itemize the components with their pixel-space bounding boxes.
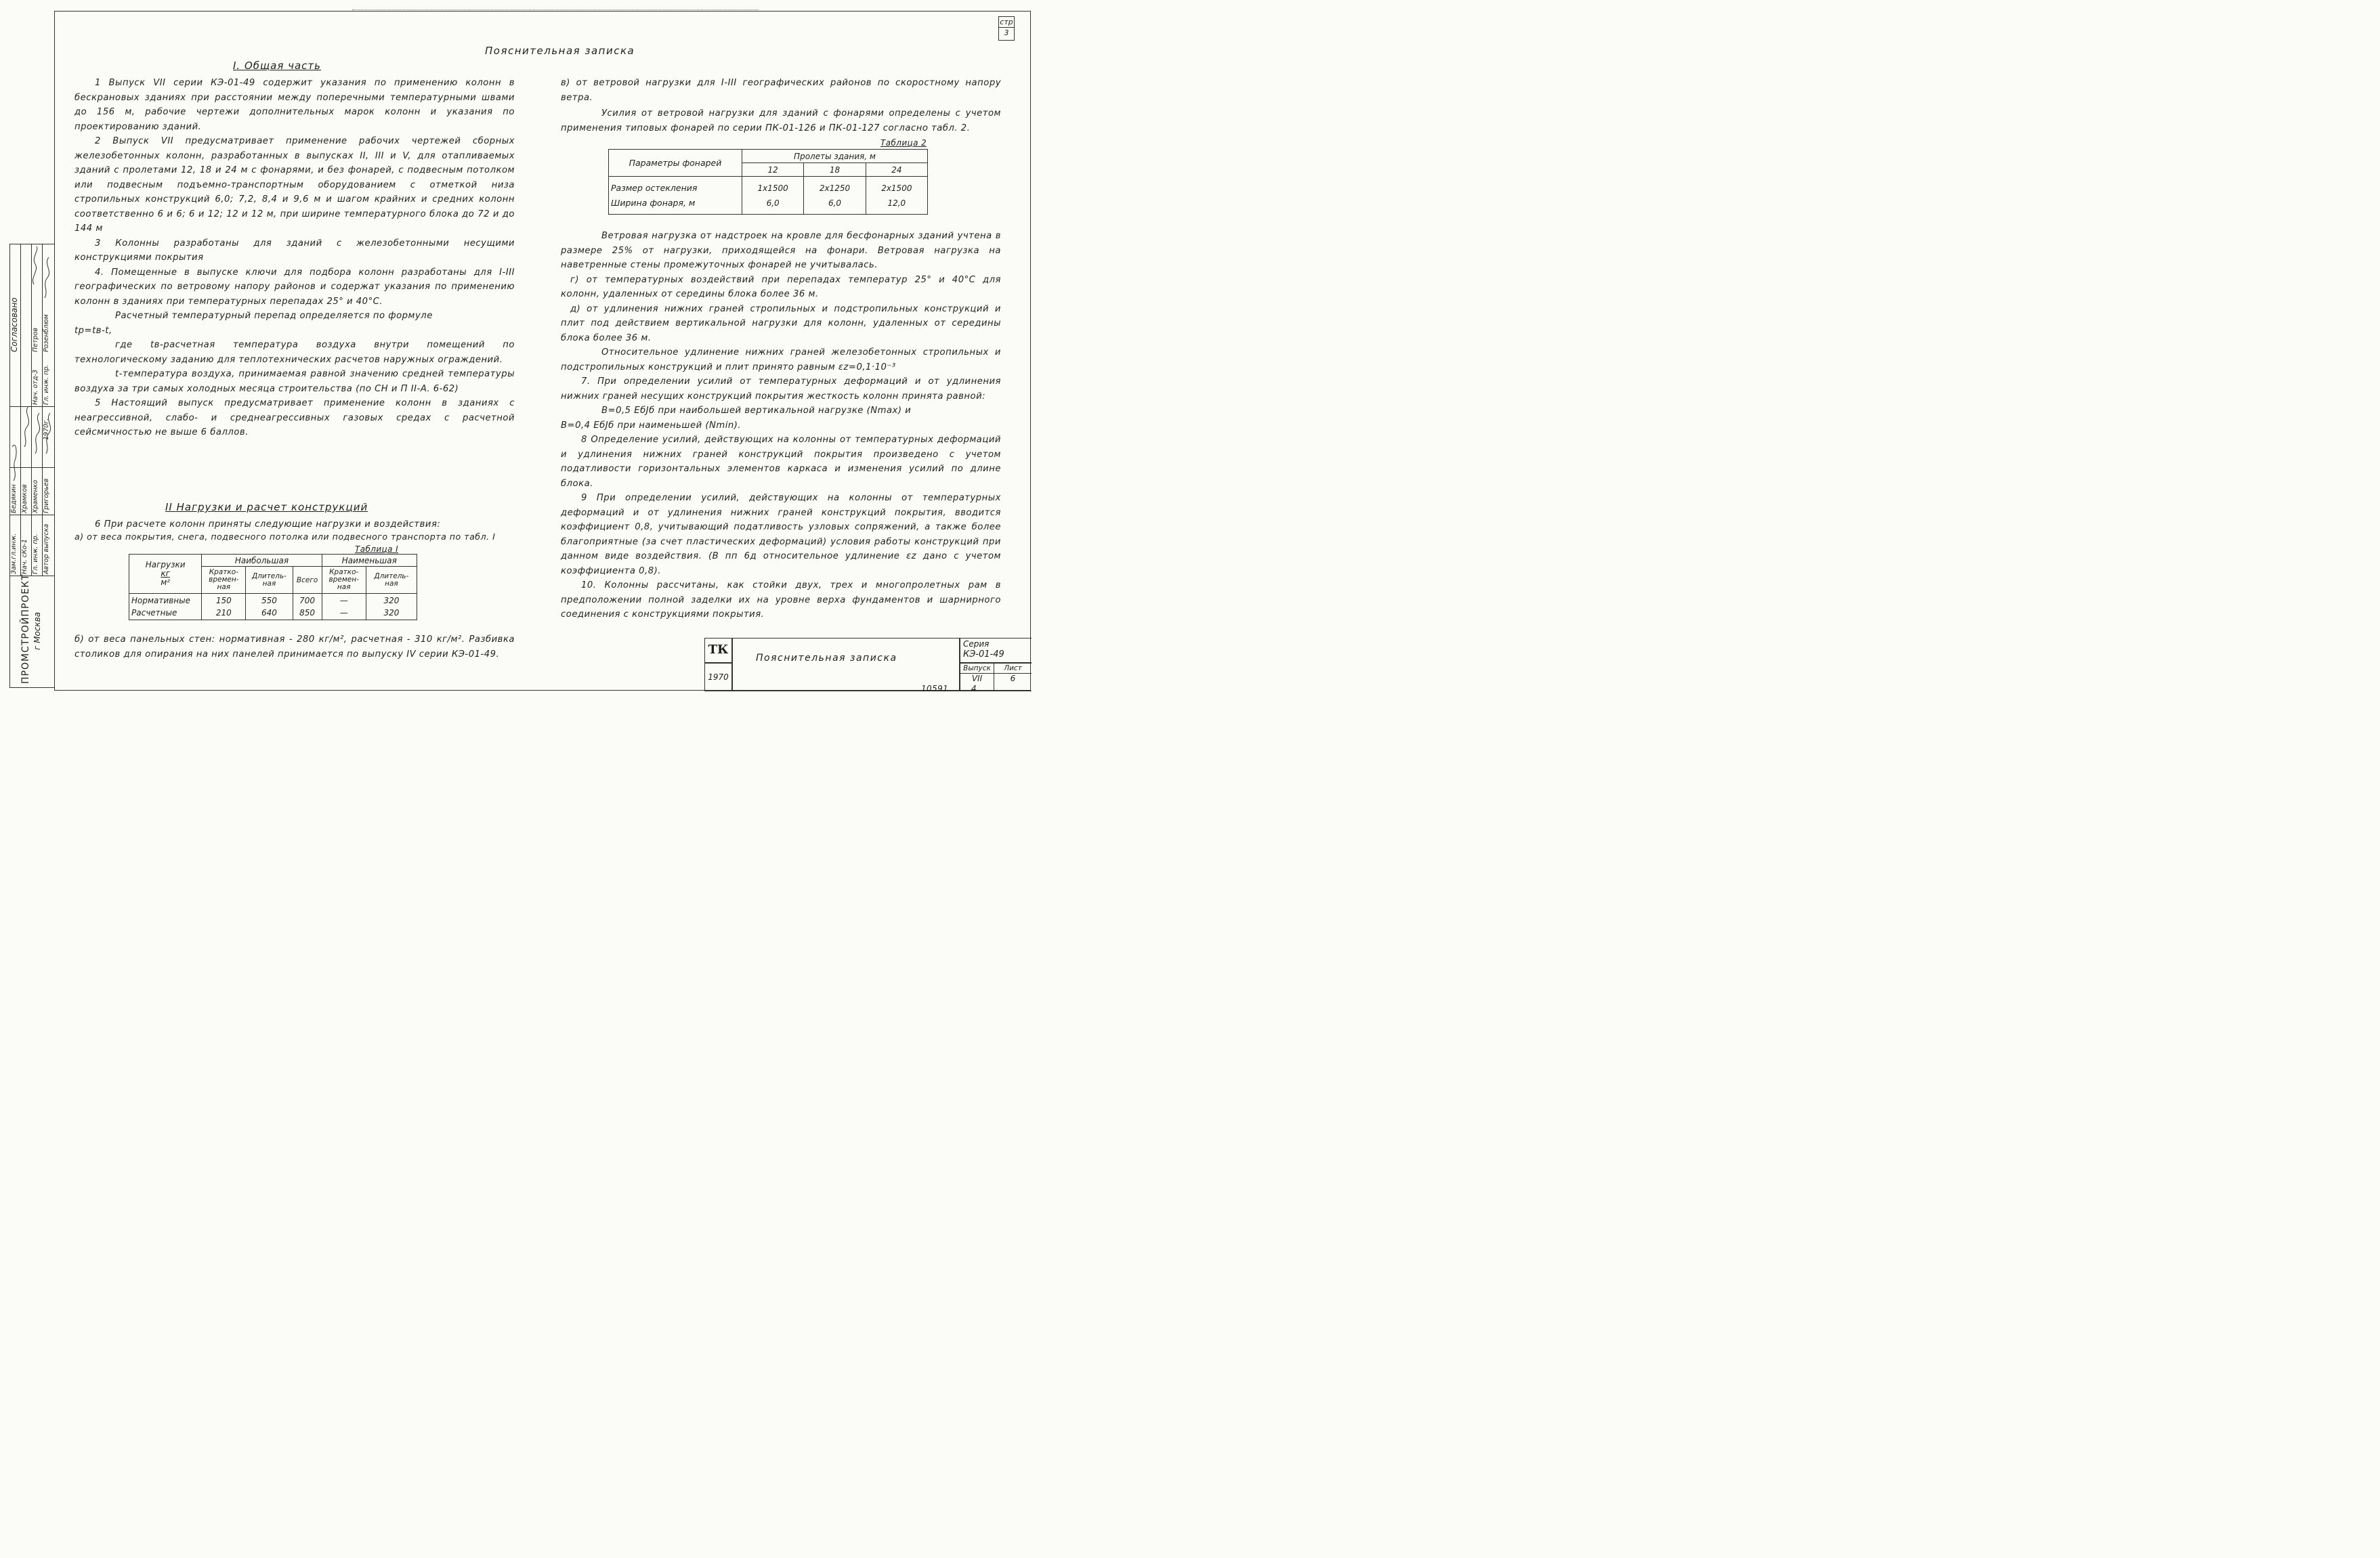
stamp-title: Пояснительная записка: [756, 653, 897, 664]
values-18-cell: [804, 177, 866, 215]
param-names-cell: [609, 177, 742, 215]
signature-1: [12, 445, 16, 481]
paragraph-6v-wind: Усилия от ветровой нагрузки для зданий с фонарями определены с учетом применения типовых фонарей по серии ПК-01-126 и ПК-01-127 согласно табл. 2.: [561, 108, 1001, 133]
values-12-cell: [742, 177, 804, 215]
top-ruler-line: [352, 9, 759, 10]
paragraph-1: 1 Выпуск VII серии КЭ-01-49 содержит указания по применению колонн в бескрановых зданиях при расстоянии между поперечными температурными швами до 156 м, рабочие чертежи дополнительных марок колонн и указания по проектированию зданий.: [75, 78, 515, 132]
signature-4: [24, 406, 29, 447]
paragraph-4: 4. Помещенные в выпуске ключи для подбора колонн разработаны для I-III географических по ветровому напору районов и содержат указания по применению колонн в зданиях при температурных перепадах 25° и 40°С.: [75, 267, 515, 307]
org-city: г Москва: [33, 611, 42, 650]
unit-top: кг: [161, 569, 170, 578]
margin-year: 1970г.: [43, 418, 50, 440]
loads-header-cell: [129, 555, 202, 594]
min-short-term-header: Кратко-времен-ная: [322, 567, 366, 594]
paragraph-6: 6 При расчете колонн приняты следующие нагрузки и воздействия:: [95, 519, 441, 529]
total-values-cell: [293, 594, 322, 620]
skylights-table: [608, 149, 928, 215]
sheet-corner-box: [998, 16, 1015, 41]
signature-6: [46, 413, 51, 454]
sheet-corner-number: 3: [999, 27, 1014, 38]
unit-bottom: м²: [161, 578, 171, 587]
max-header: Наибольшая: [202, 555, 322, 567]
sheet-label: Лист: [994, 664, 1032, 674]
width-18: 6,0: [828, 198, 842, 208]
paragraph-8: 8 Определение усилий, действующих на колонны от температурных деформаций и удлинения нижних граней конструкций покрытия произведено с учетом податливости горизонтальных элементов каркаса и изменения усилий по длине блока.: [561, 435, 1001, 489]
tk-logo: ТК: [708, 643, 729, 657]
role-2: Нач. сКо-1: [21, 539, 28, 574]
series-label: Серия: [963, 639, 990, 649]
paragraph-formula: tр=tв-t,: [75, 325, 112, 336]
value-design-min-long: 320: [383, 608, 400, 618]
name-1: Бедякин: [10, 484, 18, 513]
doc-number: 10591: [921, 684, 949, 693]
role-4: Автор выпуска: [43, 523, 50, 574]
page-title: Пояснительная записка: [485, 45, 635, 57]
sheet-cell: [994, 663, 1032, 691]
name2-1: Петров: [32, 328, 39, 352]
org-name: ПРОМСТРОЙПРОЕКТ: [20, 574, 31, 684]
name-4: Григорьев: [43, 478, 50, 513]
min-header: Наименьшая: [322, 555, 417, 567]
row-width-name: Ширина фонаря, м: [611, 197, 696, 208]
sheet-value: 6: [1010, 674, 1016, 683]
short-values-cell: [202, 594, 246, 620]
paragraph-elongation: Относительное удлинение нижних граней железобетонных стропильных и подстропильных конструкций и плит принято равным εz=0,1·10⁻³: [561, 347, 1001, 372]
spans-header: Пролеты здания, м: [742, 150, 928, 163]
value-design-short: 210: [215, 608, 232, 618]
year-cell: [705, 663, 732, 691]
role2-2: Гл. инж. пр.: [43, 364, 50, 405]
paragraph-5: 5 Настоящий выпуск предусматривает применение колонн в зданиях с неагрессивной, слабо- и среднеагрессивных газовых средах с расчетной сейсмичностью не выше 6 баллов.: [75, 398, 515, 437]
section-heading-loads: II Нагрузки и расчет конструкций: [165, 501, 368, 513]
long-term-header: Длитель-ная: [246, 567, 293, 594]
paragraph-3: 3 Колонны разработаны для зданий с железобетонными несущими конструкциями покрытия: [75, 238, 515, 263]
row-names-cell: [129, 594, 202, 620]
signature-5: [35, 413, 40, 454]
value-normative-long: 550: [261, 596, 277, 605]
name2-2: Розенблюм: [43, 314, 50, 352]
row-normative-name: Нормативные: [131, 596, 190, 605]
value-normative-min-long: 320: [383, 596, 400, 605]
span-18: 18: [804, 163, 866, 177]
loads-table: [129, 554, 417, 620]
sheet-corner-label: стр: [1000, 18, 1013, 26]
value-design-min-short: —: [339, 608, 348, 618]
row-design-name: Расчетные: [131, 608, 177, 618]
paragraph-6g: г) от температурных воздействий при перепадах температур 25° и 40°С для колонн, удаленных от середины блока более 36 м.: [561, 274, 1001, 299]
paragraph-6a: а) от веса покрытия, снега, подвесного потолка или подвесного транспорта по табл. I: [75, 532, 496, 542]
stamp-year: 1970: [708, 672, 729, 682]
title-block: [704, 638, 1032, 691]
role-1: Зам.гл.инж.: [10, 533, 18, 574]
total-header: Всего: [293, 567, 322, 594]
paragraph-6b: б) от веса панельных стен: нормативная - 280 кг/м², расчетная - 310 кг/м². Разбивка столиков для опирания на них панелей принимается по выпуску IV серии КЭ-01-49.: [75, 634, 515, 659]
glazing-12: 1x1500: [757, 183, 788, 193]
table2-caption: Таблица 2: [880, 138, 927, 148]
width-24: 12,0: [887, 198, 906, 208]
value-normative-min-short: —: [339, 596, 348, 605]
span-24: 24: [866, 163, 927, 177]
formula-b-min: B=0,4 EбJб при наименьшей (Nmin).: [561, 420, 742, 431]
value-normative-total: 700: [299, 596, 316, 605]
value-normative-short: 150: [215, 596, 232, 605]
paragraph-6v: в) от ветровой нагрузки для I-III географических районов по скоростному напору ветра.: [561, 78, 1001, 103]
value-design-long: 640: [261, 608, 277, 618]
formula-b-max: B=0,5 EбJб при наибольшей вертикальной нагрузке (Nmax) и: [601, 406, 912, 416]
section-heading-general: I. Общая часть: [233, 60, 322, 72]
logo-cell: [705, 639, 732, 663]
right-text-block: [561, 229, 1001, 622]
name-3: Храменко: [32, 479, 39, 513]
signature-2: [33, 246, 37, 284]
min-long-term-header: Длитель-ная: [366, 567, 417, 594]
long-values-cell: [246, 594, 293, 620]
paragraph-formula-intro: Расчетный температурный перепад определяется по формуле: [115, 311, 433, 321]
paragraph-2: 2 Выпуск VII предусматривает применение рабочих чертежей сборных железобетонных колонн, разработанных в выпусках II, III и V, для отапливаемых зданий с пролетами 12, 18 и 24 м с фонарями, и без фонарей, с подвесным потолком или подвесным подъемно-транспортным оборудованием с отметкой низа стропильных конструкций 6,0; 7,2, 8,4 и 9,6 м и шагом крайних и средних колонн соответственно 6 и 6; 6 и 12; 12 и 12 м, при ширине температурного блока до 72 и до 144 м: [75, 136, 515, 234]
paragraph-wind-superstructures: Ветровая нагрузка от надстроек на кровле для бесфонарных зданий учтена в размере 25% от нагрузки, приходящейся на фонари. Ветровая нагрузка на наветренные стены промежуточных фонарей не учитывалась.: [561, 231, 1001, 270]
glazing-18: 2x1250: [819, 183, 851, 193]
value-design-total: 850: [299, 608, 316, 618]
paragraph-6d: д) от удлинения нижних граней стропильных и подстропильных конструкций и плит под действием вертикальной нагрузки для колонн, удаленных от середины блока более 36 м.: [561, 303, 1001, 343]
issue-value: VII: [971, 674, 983, 683]
series-value: КЭ-01-49: [963, 649, 1004, 659]
left-text-block: [75, 76, 515, 440]
signature-3: [45, 257, 49, 298]
name-2: Храмков: [21, 484, 28, 513]
paragraph-9: 9 При определении усилий, действующих на колонны от температурных деформаций и от удлинения нижних граней конструкций покрытия, вводится коэффициент 0,8, учитывающий податливость узловых сопряжений, а также более благоприятные (за счет пластических деформаций) условия работы конструкций при данном виде воздействия. (В пп 6д относительное удлинение εz дано с учетом коэффициента 0,8).: [561, 493, 1001, 576]
row-glazing-name: Размер остекления: [611, 182, 698, 193]
paragraph-10: 10. Колонны рассчитаны, как стойки двух, трех и многопролетных рам в предположении полной заделки их на уровне верха фундаментов и шарнирного соединения с конструкциями покрытия.: [561, 580, 1001, 620]
width-12: 6,0: [766, 198, 780, 208]
paragraph-tv-definition: где tв-расчетная температура воздуха внутри помещений по технологическому заданию для теплотехнических расчетов наружных ограждений.: [75, 340, 515, 365]
paragraph-7: 7. При определении усилий от температурных деформаций и от удлинения нижних граней несущих конструкций покрытия жесткость колонн принята равной:: [561, 376, 1001, 402]
role2-1: Нач. отд-3: [32, 369, 39, 405]
loads-header: Нагрузки: [145, 560, 186, 569]
glazing-24: 2x1500: [881, 183, 912, 193]
span-12: 12: [742, 163, 804, 177]
min-short-values-cell: [322, 594, 366, 620]
agreed-label: Согласовано: [9, 297, 19, 352]
paragraph-t-definition: t-температура воздуха, принимаемая равной значению средней температуры воздуха за три самых холодных месяца строительства (по СН и П II-А. 6-62): [75, 369, 515, 394]
values-24-cell: [866, 177, 927, 215]
issue-label: Выпуск: [960, 664, 994, 674]
signatures: [9, 244, 54, 515]
page-number: 4: [971, 684, 977, 693]
params-header: Параметры фонарей: [609, 150, 742, 177]
min-long-values-cell: [366, 594, 417, 620]
table1-caption: Таблица I: [355, 544, 399, 554]
short-term-header: Кратко-времен-ная: [202, 567, 246, 594]
series-cell: [960, 639, 1032, 663]
role-3: Гл. инж. пр.: [32, 534, 39, 574]
